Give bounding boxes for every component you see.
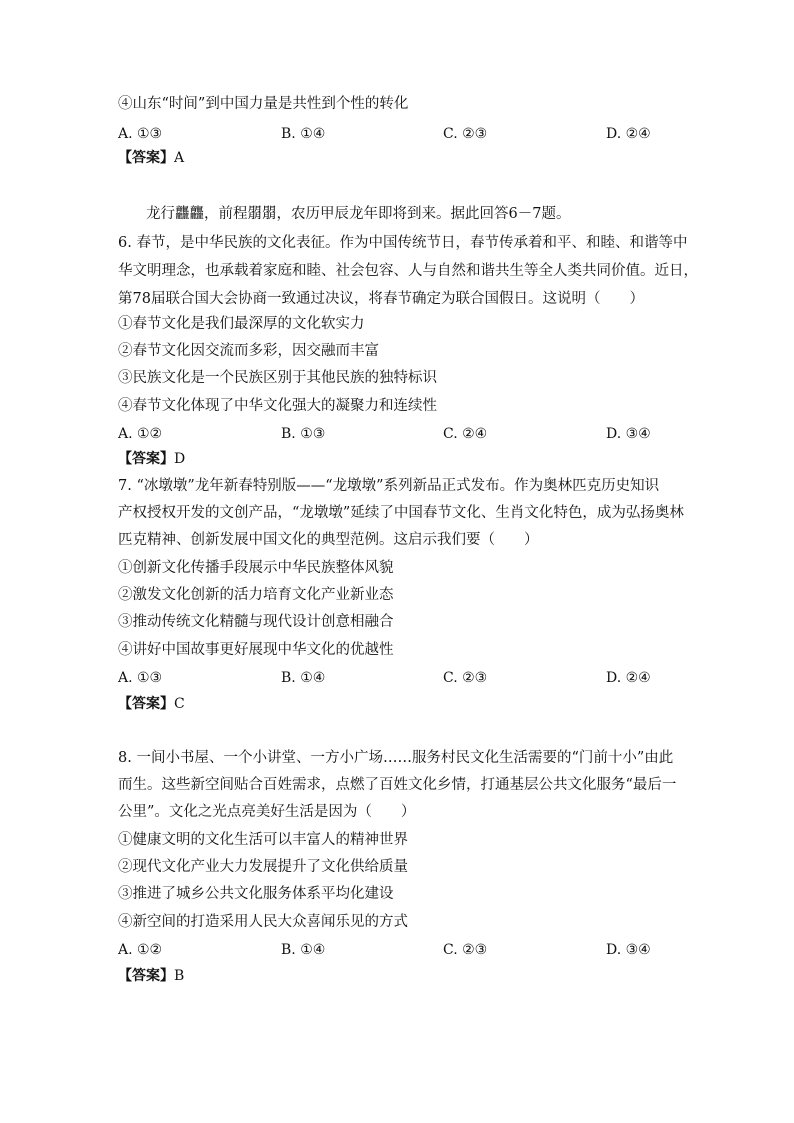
answer-label: 【答案】 [118,968,174,984]
q7-statement-3: ③推动传统文化精髓与现代设计创意相融合 [118,614,394,630]
answer-value: B [174,968,185,984]
q7-statement-2: ②激发文化创新的活力培育文化产业新业态 [118,587,394,603]
q8-statement-1: ①健康文明的文化生活可以丰富人的精神世界 [118,832,408,848]
q6-stem-line-2: 华文明理念，也承载着家庭和睦、社会包容、人与自然和谐共生等全人类共同价值。近日， [118,263,698,279]
prev-options [118,124,678,144]
answer-label: 【答案】 [118,451,174,467]
answer-value: D [174,451,186,467]
q8-stem-line-3: 公里”。文化之光点亮美好生活是因为（ ） [118,804,416,820]
option-d: D. ③④ [606,942,651,958]
q8-statement-2: ②现代文化产业大力发展提升了文化供给质量 [118,859,408,875]
option-a: A. ①② [118,426,163,442]
option-a: A. ①③ [118,670,163,686]
q6-statement-1: ①春节文化是我们最深厚的文化软实力 [118,316,365,332]
option-c: C. ②④ [443,426,488,442]
option-a: A. ①② [118,942,163,958]
option-d: D. ②④ [606,670,651,686]
option-b: B. ①④ [281,670,326,686]
q6-stem-line-1: 6. 春节，是中华民族的文化表征。作为中国传统节日，春节传承着和平、和睦、和谐等中 [118,235,688,251]
q8-stem-line-1: 8. 一间小书屋、一个小讲堂、一方小广场……服务村民文化生活需要的“门前十小”由此 [118,750,674,766]
option-b: B. ①④ [281,942,326,958]
option-c: C. ②③ [443,670,488,686]
q7-statement-1: ①创新文化传播手段展示中华民族整体风貌 [118,560,394,576]
q7-statement-4: ④讲好中国故事更好展现中华文化的优越性 [118,642,394,658]
answer-value: A [174,150,185,166]
option-c: C. ②③ [443,942,488,958]
option-b: B. ①③ [281,426,326,442]
q8-statement-3: ③推进了城乡公共文化服务体系平均化建设 [118,886,394,902]
option-b: B. ①④ [281,126,326,142]
q7-answer [118,694,185,714]
q6-stem-line-3: 第78届联合国大会协商一致通过决议，将春节确定为联合国假日。这说明（ ） [118,291,644,307]
answer-label: 【答案】 [118,696,174,712]
option-a: A. ①③ [118,126,163,142]
q8-options [118,940,678,960]
q8-statement-4: ④新空间的打造采用人民大众喜闻乐见的方式 [118,914,408,930]
option-d: D. ②④ [606,126,651,142]
q8-stem-line-2: 而生。这些新空间贴合百姓需求，点燃了百姓文化乡情，打通基层公共文化服务“最后一 [118,777,677,793]
q7-stem-line-1: 7. “冰墩墩”龙年新春特别版——“龙墩墩”系列新品正式发布。作为奥林匹克历史知识 [118,478,660,494]
q6-statement-3: ③民族文化是一个民族区别于其他民族的独特标识 [118,370,437,386]
option-c: C. ②③ [443,126,488,142]
q8-answer [118,966,184,986]
option-d: D. ③④ [606,426,651,442]
q6-answer [118,449,185,469]
q6-options [118,424,678,444]
answer-label: 【答案】 [118,150,174,166]
intro-text: 龙行龘龘，前程朤朤，农历甲辰龙年即将到来。据此回答6－7题。 [146,206,571,222]
q6-statement-4: ④春节文化体现了中华文化强大的凝聚力和连续性 [118,398,437,414]
q7-stem-line-3: 匹克精神、创新发展中国文化的典型范例。这启示我们要（ ） [118,532,539,548]
q7-stem-line-2: 产权授权开发的文创产品，“龙墩墩”延续了中国春节文化、生肖文化特色，成为弘扬奥林 [118,505,684,521]
q7-options [118,668,678,688]
prev-statement-4: ④山东“时间”到中国力量是共性到个性的转化 [118,96,409,112]
answer-value: C [174,696,185,712]
q6-statement-2: ②春节文化因交流而多彩，因交融而丰富 [118,343,379,359]
prev-answer [118,148,184,168]
